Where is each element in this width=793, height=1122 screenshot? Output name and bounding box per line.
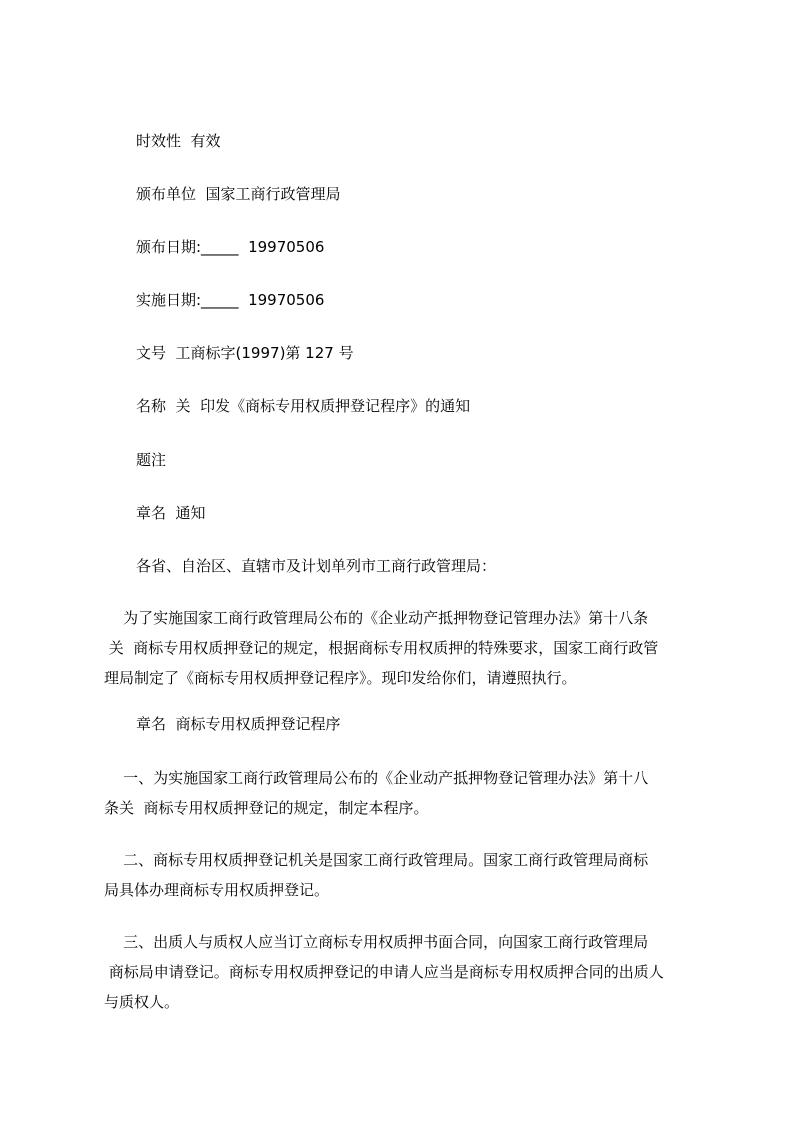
issue-date-field: 颁布日期:_____ 19970506 xyxy=(136,238,325,256)
body-paragraph xyxy=(104,603,704,693)
article-paragraph xyxy=(104,845,704,905)
doc-number-field: 文号 工商标字(1997)第 127 号 xyxy=(136,344,354,362)
paragraph-line: 一、为实施国家工商行政管理局公布的《企业动产抵押物登记管理办法》第十八 xyxy=(104,769,649,787)
chapter-heading: 章名 商标专用权质押登记程序 xyxy=(136,715,341,733)
paragraph-line: 为了实施国家工商行政管理局公布的《企业动产抵押物登记管理办法》第十八条 xyxy=(104,609,649,627)
effective-date-field: 实施日期:_____ 19970506 xyxy=(136,291,325,309)
title-field: 名称 关 印发《商标专用权质押登记程序》的通知 xyxy=(136,397,471,415)
paragraph-line: 二、商标专用权质押登记机关是国家工商行政管理局。国家工商行政管理局商标 xyxy=(104,851,649,869)
article-paragraph xyxy=(104,927,704,1017)
paragraph-line: 与质权人。 xyxy=(104,993,180,1011)
salutation: 各省、自治区、直辖市及计划单列市工商行政管理局： xyxy=(136,557,497,575)
paragraph-line: 关 商标专用权质押登记的规定，根据商标专用权质押的特殊要求，国家工商行政管 xyxy=(104,639,659,657)
paragraph-line: 三、出质人与质权人应当订立商标专用权质押书面合同，向国家工商行政管理局 xyxy=(104,933,649,951)
paragraph-line: 商标局申请登记。商标专用权质押登记的申请人应当是商标专用权质押合同的出质人 xyxy=(104,963,664,981)
chapter-heading: 章名 通知 xyxy=(136,504,206,522)
paragraph-line: 理局制定了《商标专用权质押登记程序》。现印发给你们，请遵照执行。 xyxy=(104,669,577,687)
article-paragraph xyxy=(104,763,704,823)
issuer-field: 颁布单位 国家工商行政管理局 xyxy=(136,185,341,203)
paragraph-line: 条关 商标专用权质押登记的规定，制定本程序。 xyxy=(104,799,429,817)
validity-field: 时效性 有效 xyxy=(136,132,221,150)
paragraph-line: 局具体办理商标专用权质押登记。 xyxy=(104,881,330,899)
note-field: 题注 xyxy=(136,451,167,469)
